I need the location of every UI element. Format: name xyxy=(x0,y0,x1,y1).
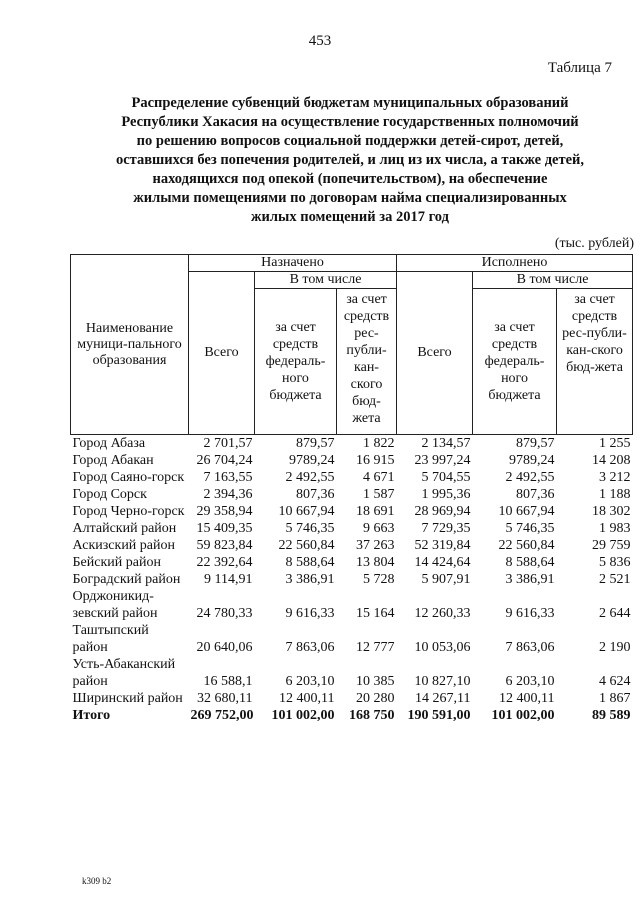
cell-e-total: 2 134,57 xyxy=(421,436,471,451)
table-row xyxy=(71,435,633,453)
cell-a-rep: 10 385 xyxy=(356,674,395,689)
municipality-name: Орджоникид-зевский район xyxy=(72,589,158,621)
cell-e-total: 14 267,11 xyxy=(415,691,471,706)
municipality-name: Алтайский район xyxy=(72,521,177,536)
table-row xyxy=(71,503,633,520)
table-row xyxy=(71,486,633,503)
cell-a-fed: 22 560,84 xyxy=(278,538,335,553)
cell-a-total: 32 680,11 xyxy=(197,691,253,706)
header-assigned-total: Всего xyxy=(189,272,255,435)
cell-e-total: 23 997,24 xyxy=(414,453,471,468)
cell-e-rep: 2 644 xyxy=(599,606,631,621)
header-row xyxy=(71,255,633,272)
cell-e-rep: 3 212 xyxy=(599,470,631,485)
cell-a-rep: 1 587 xyxy=(363,487,395,502)
cell-e-rep: 1 188 xyxy=(599,487,631,502)
table-row xyxy=(71,554,633,571)
cell-e-rep: 5 836 xyxy=(599,555,631,570)
cell-e-total: 7 729,35 xyxy=(421,521,471,536)
cell-e-fed: 101 002,00 xyxy=(491,708,555,723)
cell-a-total: 7 163,55 xyxy=(203,470,253,485)
cell-a-total: 29 358,94 xyxy=(196,504,253,519)
cell-a-total: 59 823,84 xyxy=(196,538,253,553)
table-row xyxy=(71,622,633,656)
cell-e-total: 52 319,84 xyxy=(414,538,471,553)
cell-a-fed: 8 588,64 xyxy=(285,555,335,570)
municipality-name: Город Черно-горск xyxy=(72,504,185,519)
cell-e-rep: 14 208 xyxy=(592,453,631,468)
cell-a-fed: 6 203,10 xyxy=(285,674,335,689)
cell-e-fed: 2 492,55 xyxy=(505,470,555,485)
table-body xyxy=(71,435,633,725)
cell-e-fed: 10 667,94 xyxy=(498,504,555,519)
cell-e-rep: 1 867 xyxy=(599,691,631,706)
cell-a-fed: 9789,24 xyxy=(289,453,335,468)
cell-a-rep: 13 804 xyxy=(356,555,395,570)
cell-a-rep: 9 663 xyxy=(363,521,395,536)
header-assigned-republic: за счет средств рес-публи-кан-ского бюд-жета xyxy=(337,289,397,435)
document-title xyxy=(60,94,640,227)
cell-e-fed: 9 616,33 xyxy=(505,606,555,621)
cell-a-rep: 168 750 xyxy=(349,708,395,723)
municipality-name: Итого xyxy=(72,708,111,723)
cell-e-rep: 89 589 xyxy=(592,708,631,723)
municipality-name: Город Саяно-горск xyxy=(72,470,185,485)
cell-a-total: 22 392,64 xyxy=(196,555,253,570)
table-label: Таблица 7 xyxy=(547,60,612,76)
title-line: находящихся под опекой (попечительством), на обеспечение xyxy=(152,171,548,187)
cell-e-total: 14 424,64 xyxy=(414,555,471,570)
municipality-name: Город Сорск xyxy=(72,487,147,502)
cell-a-rep: 1 822 xyxy=(363,436,395,451)
table-row xyxy=(71,588,633,622)
title-line: Республики Хакасия на осуществление государственных полномочий xyxy=(121,114,579,130)
cell-e-total: 10 053,06 xyxy=(414,640,471,655)
header-assigned: Назначено xyxy=(189,255,397,272)
cell-a-fed: 879,57 xyxy=(296,436,335,451)
cell-a-rep: 37 263 xyxy=(356,538,395,553)
cell-a-rep: 20 280 xyxy=(356,691,395,706)
cell-e-rep: 1 255 xyxy=(599,436,631,451)
cell-e-total: 28 969,94 xyxy=(414,504,471,519)
cell-a-rep: 12 777 xyxy=(356,640,395,655)
municipality-name: Город Абакан xyxy=(72,453,154,468)
table-row xyxy=(71,656,633,690)
cell-a-total: 9 114,91 xyxy=(204,572,253,587)
header-executed-federal: за счет средств федераль-ного бюджета xyxy=(473,289,557,435)
subvention-table xyxy=(70,254,633,724)
cell-e-fed: 3 386,91 xyxy=(505,572,555,587)
title-line: жилых помещений за 2017 год xyxy=(251,209,449,225)
cell-e-fed: 22 560,84 xyxy=(498,538,555,553)
cell-e-rep: 29 759 xyxy=(592,538,631,553)
cell-a-fed: 12 400,11 xyxy=(279,691,335,706)
cell-a-rep: 18 691 xyxy=(356,504,395,519)
total-row xyxy=(71,707,633,724)
cell-e-total: 5 704,55 xyxy=(421,470,471,485)
title-line: жилыми помещениями по договорам найма специализированных xyxy=(133,190,567,206)
cell-e-fed: 879,57 xyxy=(516,436,555,451)
header-executed-including: В том числе xyxy=(473,272,633,289)
cell-a-rep: 5 728 xyxy=(363,572,395,587)
header-name: Наименование муници-пального образования xyxy=(71,255,189,435)
cell-e-rep: 4 624 xyxy=(599,674,631,689)
header-assigned-including: В том числе xyxy=(255,272,397,289)
cell-e-total: 10 827,10 xyxy=(414,674,471,689)
footer-code: k309 b2 xyxy=(82,876,112,886)
cell-e-fed: 7 863,06 xyxy=(505,640,555,655)
cell-a-rep: 15 164 xyxy=(356,606,395,621)
cell-e-total: 1 995,36 xyxy=(421,487,471,502)
cell-e-fed: 5 746,35 xyxy=(505,521,555,536)
municipality-name: Ширинский район xyxy=(72,691,183,706)
table-row xyxy=(71,520,633,537)
header-assigned-federal: за счет средств федераль-ного бюджета xyxy=(255,289,337,435)
table-row xyxy=(71,571,633,588)
table-row xyxy=(71,452,633,469)
cell-a-total: 15 409,35 xyxy=(196,521,253,536)
title-line: по решению вопросов социальной поддержки детей-сирот, детей, xyxy=(136,133,564,149)
cell-e-rep: 2 190 xyxy=(599,640,631,655)
cell-e-rep: 18 302 xyxy=(592,504,631,519)
cell-a-fed: 10 667,94 xyxy=(278,504,335,519)
cell-a-fed: 2 492,55 xyxy=(285,470,335,485)
cell-a-rep: 16 915 xyxy=(356,453,395,468)
cell-e-total: 12 260,33 xyxy=(414,606,471,621)
municipality-name: Боградский район xyxy=(72,572,181,587)
title-line: оставшихся без попечения родителей, и лиц из их числа, а также детей, xyxy=(115,152,585,168)
cell-e-fed: 9789,24 xyxy=(509,453,555,468)
table-row xyxy=(71,537,633,554)
cell-a-total: 20 640,06 xyxy=(196,640,253,655)
cell-a-total: 2 701,57 xyxy=(203,436,253,451)
table-row xyxy=(71,690,633,707)
cell-a-rep: 4 671 xyxy=(363,470,395,485)
municipality-name: Усть-Абаканский район xyxy=(72,657,176,689)
municipality-name: Аскизский район xyxy=(72,538,175,553)
cell-a-fed: 5 746,35 xyxy=(285,521,335,536)
cell-a-total: 16 588,1 xyxy=(203,674,253,689)
cell-a-fed: 9 616,33 xyxy=(285,606,335,621)
cell-e-fed: 807,36 xyxy=(516,487,555,502)
cell-e-total: 190 591,00 xyxy=(407,708,471,723)
cell-a-total: 24 780,33 xyxy=(196,606,253,621)
cell-e-total: 5 907,91 xyxy=(421,572,471,587)
cell-a-total: 269 752,00 xyxy=(190,708,254,723)
municipality-name: Город Абаза xyxy=(72,436,146,451)
cell-e-fed: 8 588,64 xyxy=(505,555,555,570)
cell-a-fed: 7 863,06 xyxy=(285,640,335,655)
header-executed: Исполнено xyxy=(397,255,633,272)
cell-e-rep: 2 521 xyxy=(599,572,631,587)
cell-a-total: 26 704,24 xyxy=(196,453,253,468)
table-row xyxy=(71,469,633,486)
cell-a-total: 2 394,36 xyxy=(203,487,253,502)
cell-a-fed: 101 002,00 xyxy=(271,708,335,723)
cell-e-fed: 6 203,10 xyxy=(505,674,555,689)
municipality-name: Таштыпский район xyxy=(72,623,149,655)
title-line: Распределение субвенций бюджетам муниципальных образований xyxy=(131,95,569,111)
cell-a-fed: 3 386,91 xyxy=(285,572,335,587)
municipality-name: Бейский район xyxy=(72,555,161,570)
page-number: 453 xyxy=(308,33,332,49)
header-executed-republic: за счет средств рес-публи-кан-ского бюд-жета xyxy=(557,289,633,435)
header-executed-total: Всего xyxy=(397,272,473,435)
cell-a-fed: 807,36 xyxy=(296,487,335,502)
units-note: (тыс. рублей) xyxy=(554,236,634,251)
cell-e-rep: 1 983 xyxy=(599,521,631,536)
cell-e-fed: 12 400,11 xyxy=(499,691,555,706)
